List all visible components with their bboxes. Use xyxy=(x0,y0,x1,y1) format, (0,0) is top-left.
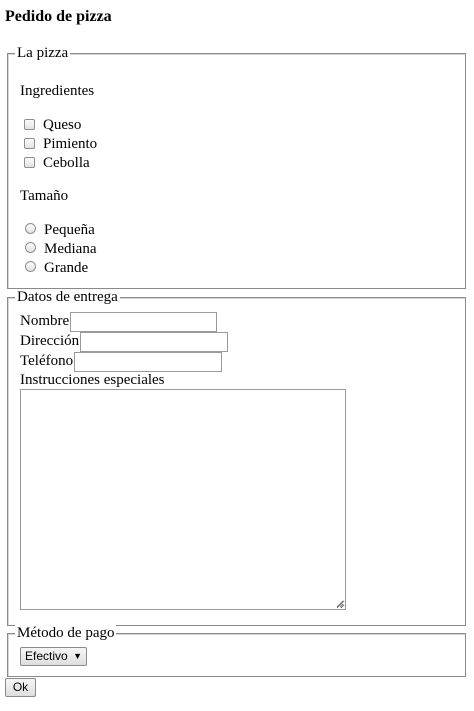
checkbox-queso[interactable] xyxy=(24,119,35,130)
chevron-down-icon: ▼ xyxy=(73,651,82,661)
pizza-legend: La pizza xyxy=(17,45,69,61)
radio-label-grande: Grande xyxy=(44,260,89,276)
radio-pequena[interactable] xyxy=(25,223,36,234)
resize-grip-icon[interactable] xyxy=(336,600,344,608)
delivery-legend: Datos de entrega xyxy=(17,289,118,305)
phone-label: Teléfono xyxy=(20,353,74,369)
payment-method-select[interactable] xyxy=(20,647,87,666)
ok-button[interactable]: Ok xyxy=(5,678,36,697)
instructions-label: Instrucciones especiales xyxy=(20,372,165,388)
checkbox-pimiento[interactable] xyxy=(24,138,35,149)
checkbox-label-queso: Queso xyxy=(43,117,82,133)
payment-method-value: Efectivo xyxy=(25,649,68,663)
checkbox-cebolla[interactable] xyxy=(24,157,35,168)
page-title: Pedido de pizza xyxy=(5,8,112,25)
radio-mediana[interactable] xyxy=(25,242,36,253)
address-input[interactable] xyxy=(80,332,228,352)
checkbox-label-pimiento: Pimiento xyxy=(43,136,98,152)
ingredients-label: Ingredientes xyxy=(20,83,95,99)
address-label: Dirección xyxy=(20,333,80,349)
radio-label-mediana: Mediana xyxy=(44,241,97,257)
instructions-textarea[interactable] xyxy=(20,389,346,610)
checkbox-label-cebolla: Cebolla xyxy=(43,155,90,171)
payment-legend: Método de pago xyxy=(17,625,115,641)
phone-input[interactable] xyxy=(74,352,222,372)
radio-label-pequena: Pequeña xyxy=(44,222,95,238)
radio-grande[interactable] xyxy=(25,261,36,272)
name-label: Nombre xyxy=(20,313,70,329)
size-label: Tamaño xyxy=(20,188,69,204)
name-input[interactable] xyxy=(70,312,217,332)
